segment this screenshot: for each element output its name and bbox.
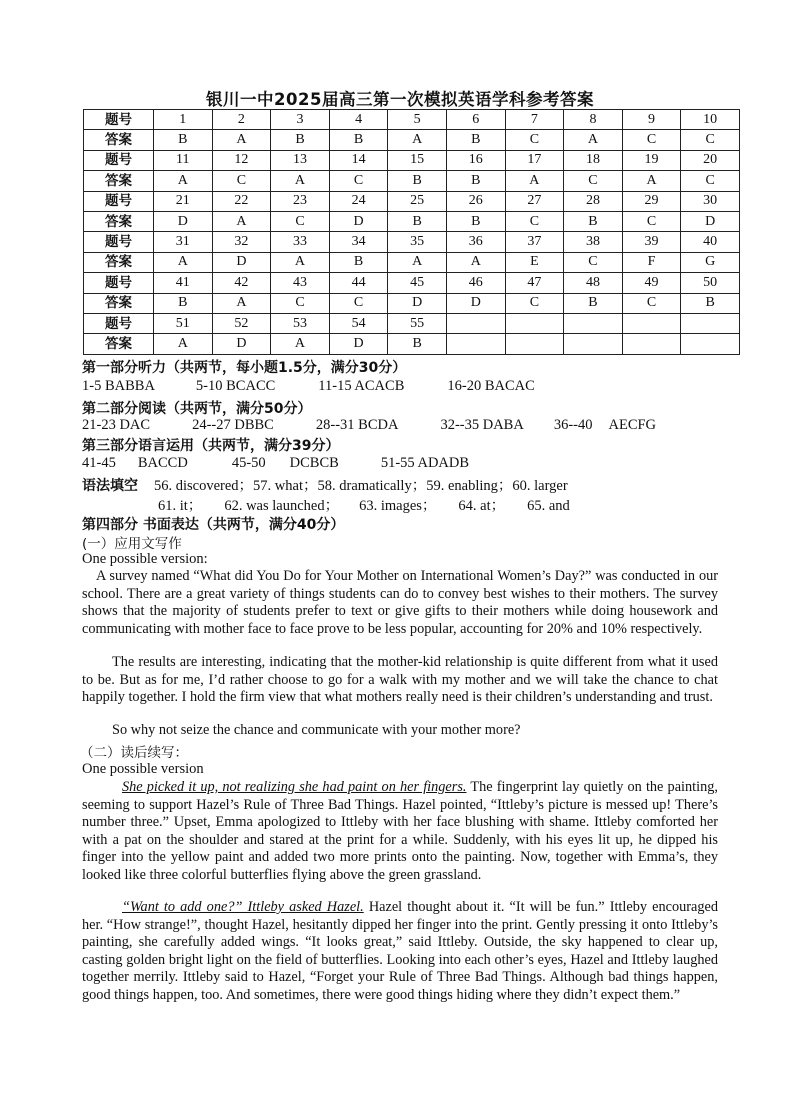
answer-cell: C [271, 293, 330, 313]
part2-item: 32--35 DABA [440, 417, 524, 433]
part1-item: 11-15 ACACB [318, 378, 405, 394]
row-label: 题号 [84, 191, 154, 211]
question-number-row [84, 191, 740, 211]
question-number: 28 [564, 191, 623, 211]
page-title: 银川一中2025届高三第一次模拟英语学科参考答案 [206, 90, 594, 109]
answer-cell: B [388, 211, 447, 231]
question-number: 23 [271, 191, 330, 211]
part1-item: 5-10 BCACC [195, 378, 276, 394]
question-number: 49 [622, 273, 681, 293]
part2-heading: 第二部分阅读（共两节，满分50分） [82, 401, 312, 417]
essay2-lead-sentence-1: She picked it up, not realizing she had paint on her fingers. [122, 779, 467, 795]
question-number: 31 [154, 232, 213, 252]
essay2-paragraph-2: “Want to add one?” Ittleby asked Hazel. Hazel thought about it. “It will be fun.” Ittleby encouraged her. “How strange!”, thought Hazel, hesitantly dipped her finger into the print. Gently pressing it onto Ittleby’s painting, she carefully added wings. “It looks great,” said Ittleby. Outside, the sky happened to clear up, casting golden bright light on the field of butterflies. Looking into each other’s eyes, Hazel and Ittleby laughed together merrily. Ittleby said to Hazel, “Forget your Rule of Three Bad Things. Although bad things happen, good things happen, too. And sometimes, there were good things hiding where they didn’t expect them.” [82, 899, 718, 1003]
question-number: 26 [446, 191, 505, 211]
answer-cell: D [329, 334, 388, 354]
essay1-paragraph-2: The results are interesting, indicating that the mother-kid relationship is quite different from what it used to be. But as for me, I’d rather choose to go for a walk with my mother and we will take the chance to chat happily together. I hold the firm view that what mothers really need is their children’s understanding and trust. [82, 654, 718, 706]
question-number-row [84, 273, 740, 293]
row-label: 题号 [84, 150, 154, 170]
grammar-line-1 [82, 474, 568, 495]
answer-cell: B [329, 130, 388, 150]
question-number: 1 [154, 110, 213, 130]
answer-cell: B [564, 211, 623, 231]
question-number: 10 [681, 110, 740, 130]
answer-cell: A [505, 171, 564, 191]
answer-row [84, 334, 740, 354]
answer-cell: A [388, 130, 447, 150]
question-number: 47 [505, 273, 564, 293]
question-number [446, 313, 505, 333]
answer-cell: E [505, 252, 564, 272]
question-number: 5 [388, 110, 447, 130]
question-number: 43 [271, 273, 330, 293]
answer-row [84, 252, 740, 272]
answer-cell: B [388, 171, 447, 191]
part1-answers [82, 378, 535, 395]
answer-row [84, 211, 740, 231]
answer-cell: B [446, 130, 505, 150]
part3-item: BACCD [137, 455, 188, 471]
answer-row [84, 293, 740, 313]
answer-cell: A [271, 252, 330, 272]
answer-cell: A [564, 130, 623, 150]
question-number: 4 [329, 110, 388, 130]
grammar-line-2: 61. it； 62. was launched； 63. images； 64. at； 65. and [158, 498, 570, 514]
question-number: 32 [212, 232, 271, 252]
part2-item: 24--27 DBBC [192, 417, 274, 433]
question-number: 37 [505, 232, 564, 252]
answer-cell: D [212, 252, 271, 272]
question-number: 13 [271, 150, 330, 170]
answer-cell [681, 334, 740, 354]
question-number [622, 313, 681, 333]
question-number: 19 [622, 150, 681, 170]
question-number: 8 [564, 110, 623, 130]
part4-sub1-version: One possible version: [82, 551, 208, 567]
answer-cell: B [271, 130, 330, 150]
part3-item: DCBCB [289, 455, 339, 471]
answer-cell: A [154, 252, 213, 272]
answer-cell: D [329, 211, 388, 231]
part3-item: 51-55 ADADB [380, 455, 470, 471]
answer-cell: B [446, 211, 505, 231]
answer-cell: A [271, 334, 330, 354]
question-number: 33 [271, 232, 330, 252]
question-number: 20 [681, 150, 740, 170]
answer-cell [622, 334, 681, 354]
row-label: 答案 [84, 252, 154, 272]
part1-item: 1-5 BABBA [82, 378, 155, 394]
question-number: 16 [446, 150, 505, 170]
question-number [505, 313, 564, 333]
part3-answers [82, 455, 469, 472]
question-number: 50 [681, 273, 740, 293]
answer-cell: A [212, 130, 271, 150]
question-number: 42 [212, 273, 271, 293]
question-number: 41 [154, 273, 213, 293]
answer-cell: A [388, 252, 447, 272]
question-number: 18 [564, 150, 623, 170]
answer-cell: C [212, 171, 271, 191]
question-number: 12 [212, 150, 271, 170]
row-label: 题号 [84, 232, 154, 252]
answer-cell: C [681, 130, 740, 150]
question-number: 52 [212, 313, 271, 333]
question-number: 46 [446, 273, 505, 293]
question-number-row [84, 150, 740, 170]
part4-heading: 第四部分 书面表达（共两节，满分40分） [82, 517, 345, 533]
part1-heading: 第一部分听力（共两节，每小题1.5分，满分30分） [82, 360, 407, 376]
answer-cell: C [622, 130, 681, 150]
row-label: 答案 [84, 130, 154, 150]
question-number [681, 313, 740, 333]
grammar-answers-56-60: 56. discovered；57. what；58. dramatically；59. enabling；60. larger [154, 478, 568, 494]
question-number: 38 [564, 232, 623, 252]
answer-cell: A [271, 171, 330, 191]
row-label: 答案 [84, 334, 154, 354]
answer-cell: C [622, 211, 681, 231]
essay2-paragraph-1: She picked it up, not realizing she had paint on her fingers. The fingerprint lay quietly on the painting, seeming to support Hazel’s Rule of Three Bad Things. Hazel pointed, “Ittleby’s picture is messed up! There’s number three.” Upset, Emma apologized to Ittleby with her face blushing with shame. Ittleby comforted her with a pat on the shoulder and stared at the print for a while. Suddenly, with his eyes lit up, he dipped his finger into the yellow paint and added two more prints onto the painting. Now, together with Emma’s, they looked like three colorful butterflies flying above the green grassland. [82, 779, 718, 883]
answer-cell: C [505, 211, 564, 231]
question-number: 30 [681, 191, 740, 211]
part2-answers [82, 417, 656, 434]
part3-item: 41-45 [82, 455, 116, 471]
answer-cell: C [564, 252, 623, 272]
answer-cell [446, 334, 505, 354]
essay1-paragraph-3: So why not seize the chance and communicate with your mother more? [112, 722, 521, 738]
question-number: 44 [329, 273, 388, 293]
part2-item: 36--40 [553, 417, 593, 433]
answer-cell: B [154, 293, 213, 313]
row-label: 答案 [84, 293, 154, 313]
part4-sub2-version: One possible version [82, 761, 204, 777]
row-label: 答案 [84, 171, 154, 191]
question-number-row [84, 313, 740, 333]
question-number: 2 [212, 110, 271, 130]
answer-cell: A [154, 171, 213, 191]
question-number: 45 [388, 273, 447, 293]
part4-sub1-heading: (一）应用文写作 [82, 536, 182, 552]
answer-cell: A [446, 252, 505, 272]
answer-cell: D [446, 293, 505, 313]
question-number: 29 [622, 191, 681, 211]
question-number: 22 [212, 191, 271, 211]
answer-cell: D [388, 293, 447, 313]
answer-cell: C [271, 211, 330, 231]
question-number: 11 [154, 150, 213, 170]
question-number: 24 [329, 191, 388, 211]
question-number: 21 [154, 191, 213, 211]
answer-cell: D [154, 211, 213, 231]
answer-cell: C [329, 171, 388, 191]
question-number: 14 [329, 150, 388, 170]
answer-cell: B [388, 334, 447, 354]
part2-item: AECFG [608, 417, 657, 433]
answer-cell: C [564, 171, 623, 191]
answer-cell: G [681, 252, 740, 272]
answer-cell: B [681, 293, 740, 313]
question-number: 54 [329, 313, 388, 333]
row-label: 答案 [84, 211, 154, 231]
answer-row [84, 130, 740, 150]
question-number: 15 [388, 150, 447, 170]
question-number: 9 [622, 110, 681, 130]
part1-item: 16-20 BACAC [447, 378, 535, 394]
answer-cell: D [212, 334, 271, 354]
row-label: 题号 [84, 110, 154, 130]
question-number: 27 [505, 191, 564, 211]
answer-cell: B [329, 252, 388, 272]
answer-cell: C [622, 293, 681, 313]
part3-heading: 第三部分语言运用（共两节，满分39分） [82, 438, 340, 454]
answer-cell [505, 334, 564, 354]
question-number-row [84, 110, 740, 130]
answer-cell: B [564, 293, 623, 313]
question-number: 36 [446, 232, 505, 252]
answer-cell [564, 334, 623, 354]
question-number: 48 [564, 273, 623, 293]
question-number: 53 [271, 313, 330, 333]
answer-cell: C [505, 293, 564, 313]
part4-sub2-heading: （二）读后续写： [80, 745, 188, 761]
essay2-lead-sentence-2: “Want to add one?” Ittleby asked Hazel. [122, 899, 364, 915]
question-number: 3 [271, 110, 330, 130]
grammar-label: 语法填空 [82, 478, 138, 494]
answer-cell: B [154, 130, 213, 150]
answer-cell: A [212, 293, 271, 313]
question-number: 17 [505, 150, 564, 170]
essay1-paragraph-1: A survey named “What did You Do for Your Mother on International Women’s Day?” was conducted in our school. There are a great variety of things students can do to convey best wishes to their mothers. The survey shows that the majority of students prefer to text or give gifts to their mothers while doing housework and communicating with mother face to face prove to be less popular, accounting for 20% and 10% respectively. [82, 568, 718, 637]
answer-cell: C [681, 171, 740, 191]
question-number: 34 [329, 232, 388, 252]
part2-item: 21-23 DAC [82, 417, 151, 433]
answer-table [83, 109, 740, 355]
question-number: 6 [446, 110, 505, 130]
row-label: 题号 [84, 273, 154, 293]
question-number: 40 [681, 232, 740, 252]
answer-cell: B [446, 171, 505, 191]
part2-item: 28--31 BCDA [315, 417, 399, 433]
question-number: 55 [388, 313, 447, 333]
question-number [564, 313, 623, 333]
question-number: 25 [388, 191, 447, 211]
answer-row [84, 171, 740, 191]
question-number: 51 [154, 313, 213, 333]
question-number: 39 [622, 232, 681, 252]
question-number: 7 [505, 110, 564, 130]
question-number: 35 [388, 232, 447, 252]
answer-cell: F [622, 252, 681, 272]
answer-cell: C [329, 293, 388, 313]
part3-item: 45-50 [231, 455, 266, 471]
answer-cell: C [505, 130, 564, 150]
row-label: 题号 [84, 313, 154, 333]
question-number-row [84, 232, 740, 252]
answer-cell: D [681, 211, 740, 231]
answer-cell: A [622, 171, 681, 191]
answer-cell: A [212, 211, 271, 231]
answer-cell: A [154, 334, 213, 354]
